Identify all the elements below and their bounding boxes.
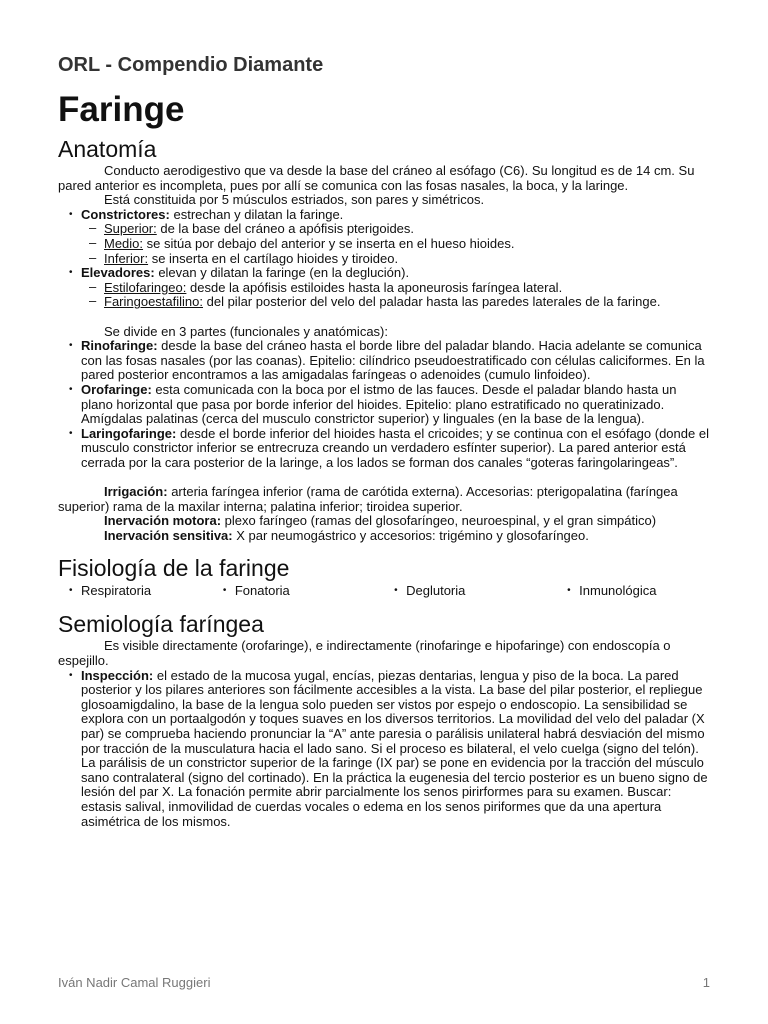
definition: X par neumogástrico y accesorios: trigémino y glosofaríngeo. (232, 527, 589, 543)
term: Inferior: (104, 250, 149, 266)
term: Medio: (104, 235, 144, 251)
term: Inspección: (81, 667, 154, 683)
term: Orofaringe: (81, 381, 152, 397)
definition: estrechan y dilatan la faringe. (169, 206, 344, 222)
list-item: • Fonatoria (212, 583, 383, 599)
page-footer (58, 975, 710, 990)
list-item-constrictores (58, 208, 710, 266)
definition: el estado de la mucosa yugal, encías, piezas dentarias, lengua y piso de la boca. La pared posterior y los pilares anteriores son fácilmente accesibles a la vista. La base del pilar posterior, el repliegue glosoamigdalino, la base de la lengua solo pueden ser vistos por espejo o endoscopio. La sensibilidad se explora con un portaalgodón y toques suaves en los diversos territorios. La movilidad del velo del paladar (X par) se comprueba haciendo pronunciar la “A” ante paresia o parálisis unilateral habrá desviación del mismo por tracción de la musculatura hacia el lado sano. Si el proceso es bilateral, el velo cuelga (signo del telón). La parálisis de un constrictor superior de la faringe (IX par) se pone en evidencia por la tracción del músculo sano contralateral (signo del cortinado). En la práctica la eugenesia del tercio posterior es un bueno signo de lesión del par X. La fonación permite abrir parcialmente los senos pirirformes para su examen. Buscar: estasis salival, inmovilidad de cuerdas vocales o edema en los senos piriformes que da una apertura asimétrica de los mismos. (81, 667, 708, 829)
list-item (81, 281, 710, 296)
paragraph-inervacion-motora (58, 514, 710, 529)
term: Inervación motora: (104, 513, 222, 529)
list-item-inspeccion (58, 669, 710, 830)
paragraph-semiologia-intro: Es visible directamente (orofaringe), e indirectamente (rinofaringe e hipofaringe) con endoscopía o espejillo. (58, 638, 671, 669)
list-item-rinofaringe (58, 339, 710, 383)
document-page (58, 50, 710, 829)
term: Elevadores: (81, 265, 155, 281)
paragraph-intro: Conducto aerodigestivo que va desde la base del cráneo al esófago (C6). Su longitud es de 14 cm. Su pared anterior es incompleta, pues por allí se comunica con las fosas nasales, la boca, y la laringe. (58, 163, 695, 193)
definition: de la base del cráneo a apófisis pterigoides. (156, 221, 415, 237)
definition: plexo faríngeo (ramas del glosofaríngeo, neuroespinal, y el gran simpático) (221, 513, 657, 529)
term: Constrictores: (81, 206, 170, 222)
definition: del pilar posterior del velo del paladar hasta las paredes laterales de la faringe. (203, 294, 661, 310)
list-item: • Inmunológica (556, 583, 710, 599)
term: Inervación sensitiva: (104, 527, 233, 543)
definition: se inserta en el cartílago hioides y tiroideo. (148, 250, 399, 266)
paragraph-irrigacion (58, 485, 710, 514)
list-item (81, 252, 710, 267)
page-title: Faringe (58, 90, 185, 129)
list-item: • Deglutoria (383, 583, 556, 599)
definition: desde la base del cráneo hasta el borde libre del paladar blando. Hacia adelante se comunica con las fosas nasales (por las coanas). Epitelio: cilíndrico pseudoestratificado con células caliciformes. En la pared posterior encontramos a las amigadalas faríngeas o adenoides (cumulo linfoideo). (81, 338, 705, 383)
term: Rinofaringe: (81, 338, 158, 354)
paragraph-musculos: Está constituida por 5 músculos estriados, son pares y simétricos. (104, 192, 485, 208)
muscle-list (58, 208, 710, 310)
paragraph-partes: Se divide en 3 partes (funcionales y anatómicas): (104, 323, 388, 339)
term: Estilofaringeo: (104, 279, 187, 295)
definition: elevan y dilatan la faringe (en la deglución). (154, 265, 410, 281)
paragraph-inervacion-sensitiva (58, 529, 710, 544)
elevadores-sublist (81, 281, 710, 310)
parts-list (58, 339, 710, 470)
footer-author: Iván Nadir Camal Ruggieri (58, 975, 211, 990)
term: Faringoestafilino: (104, 294, 203, 310)
list-item (81, 295, 710, 310)
constrictores-sublist (81, 222, 710, 266)
term: Superior: (104, 221, 157, 237)
page-number: 1 (702, 975, 710, 990)
list-item: • Respiratoria (58, 583, 212, 599)
section-heading-semiologia: Semiología faríngea (58, 611, 264, 638)
fisiologia-list (58, 583, 710, 599)
definition: arteria faríngea inferior (rama de carótida externa). Accesorias: pterigopalatina (faríngea superior) rama de la maxilar interna; palatina inferior; tiroidea superior. (58, 484, 678, 514)
list-item-orofaringe (58, 383, 710, 427)
list-item-elevadores (58, 266, 710, 310)
definition: desde la apófisis estiloides hasta la aponeurosis faríngea lateral. (186, 279, 563, 295)
definition: desde el borde inferior del hioides hasta el cricoides; y se continua con el esófago (donde el musculo constrictor inferior se entrecruza creando un verdadero esfínter superior). La pared anterior está cerrada por la cara posterior de la laringe, a los lados se forman dos canales “goteras faringolaringeas”. (81, 425, 709, 470)
definition: se sitúa por debajo del anterior y se inserta en el hueso hioides. (143, 235, 515, 251)
document-header: ORL - Compendio Diamante (58, 54, 324, 76)
list-item (81, 237, 710, 252)
term: Irrigación: (104, 484, 168, 500)
section-heading-anatomia: Anatomía (58, 136, 157, 162)
definition: esta comunicada con la boca por el istmo de las fauces. Desde el paladar blando hasta un plano horizontal que pasa por borde inferior del hioides. Epitelio: plano estratificado no queratinizado. Amígdalas palatinas (cerca del musculo constrictor superior) y linguales (en la base de la lengua). (81, 381, 677, 427)
semiologia-list (58, 669, 710, 830)
list-item-laringofaringe (58, 427, 710, 471)
section-heading-fisiologia: Fisiología de la faringe (58, 555, 290, 582)
term: Laringofaringe: (81, 425, 177, 441)
list-item (81, 222, 710, 237)
